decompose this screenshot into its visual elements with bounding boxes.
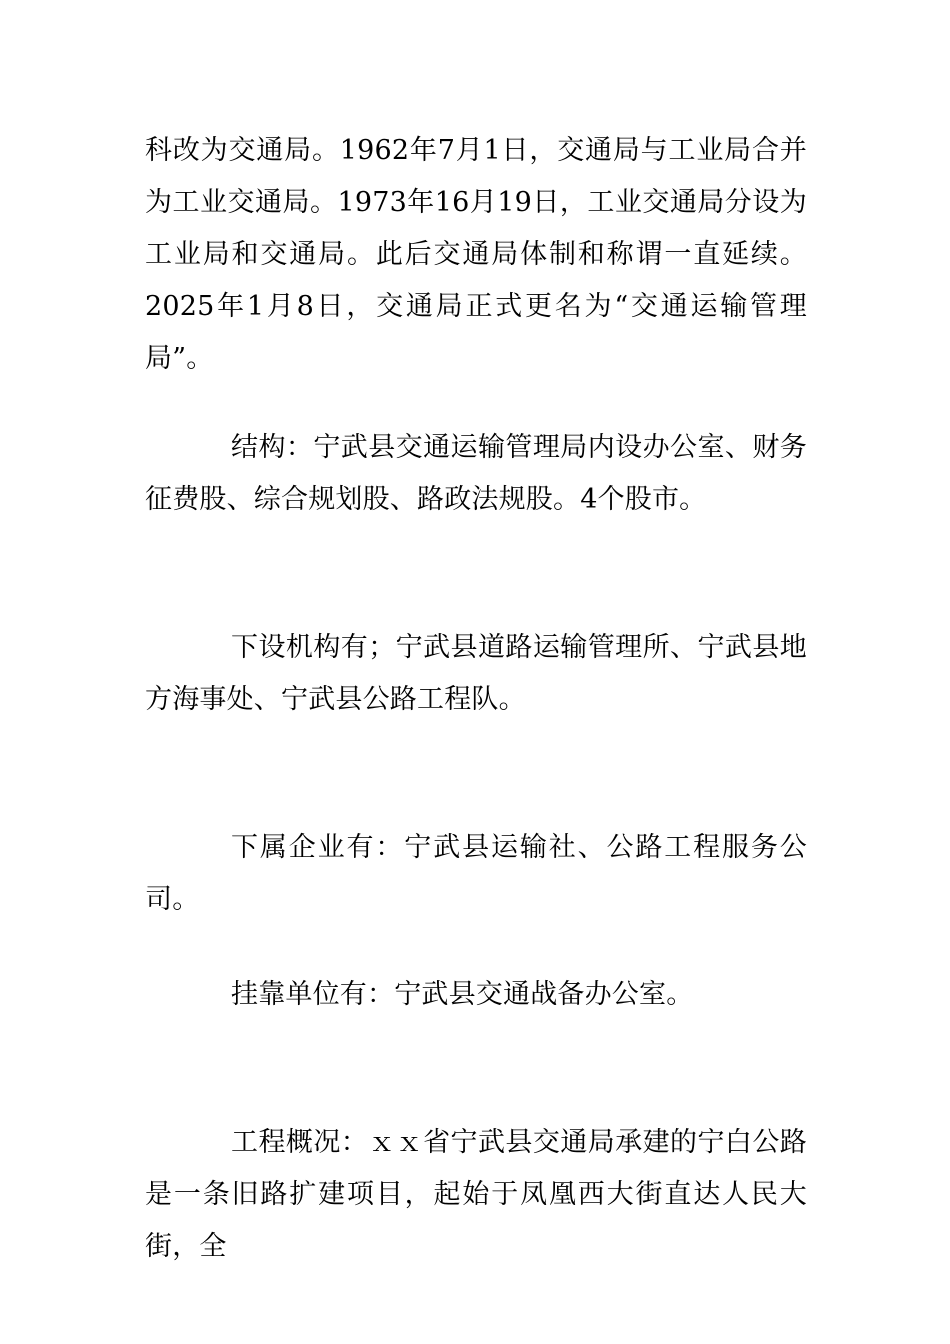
paragraph-attached-units: 挂靠单位有：宁武县交通战备办公室。 — [231, 979, 694, 1010]
paragraph-affiliated-enterprises: 下属企业有：宁武县运输社、公路工程服务公司。 — [145, 832, 807, 915]
paragraph-project-overview: 工程概况：ｘｘ省宁武县交通局承建的宁白公路是一条旧路扩建项目，起始于凤凰西大街直达人民大街，全 — [145, 1127, 807, 1262]
paragraph-structure: 结构：宁武县交通运输管理局内设办公室、财务征费股、综合规划股、路政法规股。4个股市。 — [145, 432, 807, 515]
paragraph-subordinate-institutions: 下设机构有；宁武县道路运输管理所、宁武县地方海事处、宁武县公路工程队。 — [145, 632, 807, 715]
paragraph-history: 科改为交通局。1962年7月1日，交通局与工业局合并为工业交通局。1973年16月19日，工业交通局分设为工业局和交通局。此后交通局体制和称谓一直延续。2025年1月8日，交通局正式更名为“交通运输管理局”。 — [145, 135, 807, 374]
